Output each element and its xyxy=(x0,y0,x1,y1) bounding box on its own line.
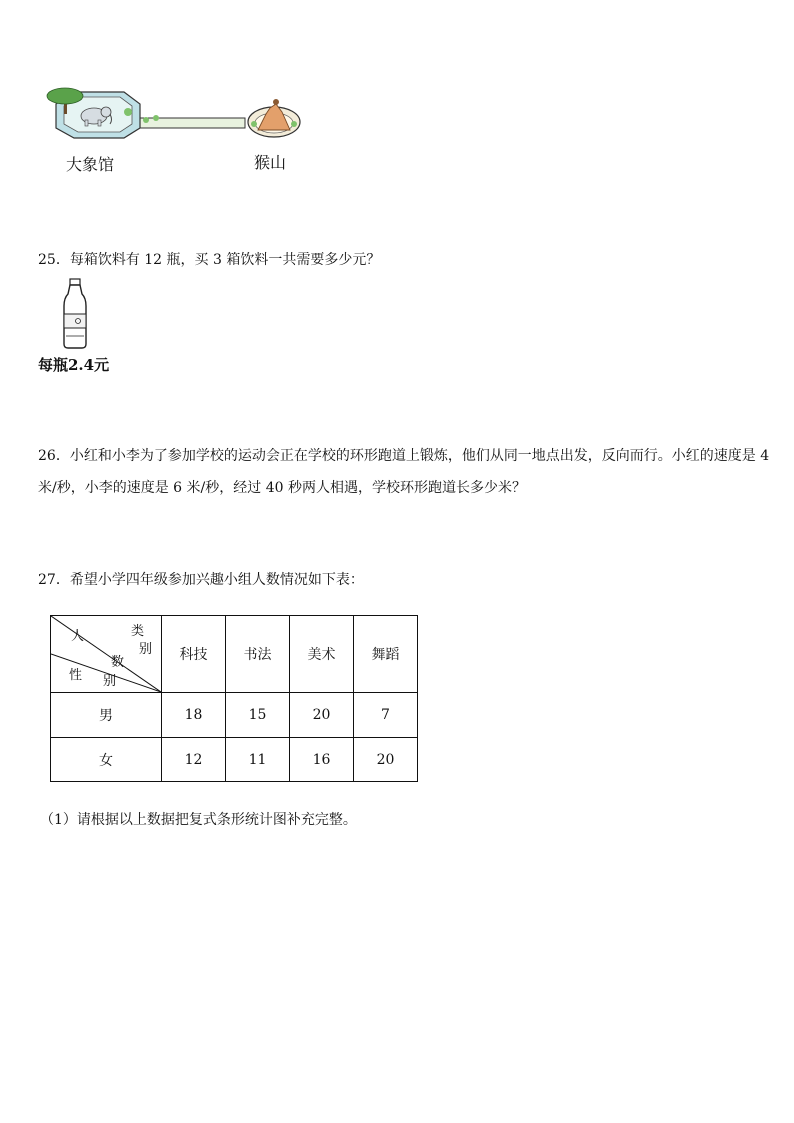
table-cell: 20 xyxy=(354,738,418,782)
question-25: 25．每箱饮料有 12 瓶，买 3 箱饮料一共需要多少元？ xyxy=(38,252,381,268)
bottle-icon xyxy=(56,278,96,350)
question-27: 27．希望小学四年级参加兴趣小组人数情况如下表： xyxy=(38,572,364,588)
zoo-map-illustration xyxy=(40,82,310,182)
table-cell: 12 xyxy=(162,738,226,782)
bottle-price-label: 每瓶2.4元 xyxy=(38,356,110,374)
table-cell: 7 xyxy=(354,693,418,738)
table-cell: 20 xyxy=(290,693,354,738)
header-shufa: 书法 xyxy=(226,616,290,693)
table-cell: 18 xyxy=(162,693,226,738)
header-wudao: 舞蹈 xyxy=(354,616,418,693)
table-cell: 15 xyxy=(226,693,290,738)
question-26-line-2: 米/秒，小李的速度是 6 米/秒，经过 40 秒两人相遇，学校环形跑道长多少米？ xyxy=(38,480,526,496)
corner-text-xing: 性 xyxy=(69,668,83,683)
zoo-map-drawing xyxy=(40,82,310,152)
corner-text-bie-1: 别 xyxy=(139,642,153,657)
interest-group-table xyxy=(50,615,418,782)
table-cell: 16 xyxy=(290,738,354,782)
table-row xyxy=(51,738,418,782)
header-meishu: 美术 xyxy=(290,616,354,693)
header-keji: 科技 xyxy=(162,616,226,693)
monkey-hill-label: 猴山 xyxy=(254,153,287,172)
bottle-illustration xyxy=(56,278,96,350)
question-26-line-1: 26．小红和小李为了参加学校的运动会正在学校的环形跑道上锻炼，他们从同一地点出发，反向而行。小红的速度是 4 xyxy=(38,448,770,464)
corner-text-ren: 人 xyxy=(71,629,85,644)
row-label-male: 男 xyxy=(51,693,162,738)
row-label-female: 女 xyxy=(51,738,162,782)
table-cell: 11 xyxy=(226,738,290,782)
corner-text-lei: 类 xyxy=(131,624,145,639)
table-row xyxy=(51,693,418,738)
elephant-hall-label: 大象馆 xyxy=(66,155,115,174)
question-27-part-1: （1）请根据以上数据把复式条形统计图补充完整。 xyxy=(40,812,357,828)
table-header-row xyxy=(51,616,418,693)
corner-text-shu: 数 xyxy=(111,655,125,670)
table-corner-cell xyxy=(51,616,162,693)
corner-text-bie-2: 别 xyxy=(103,674,117,689)
